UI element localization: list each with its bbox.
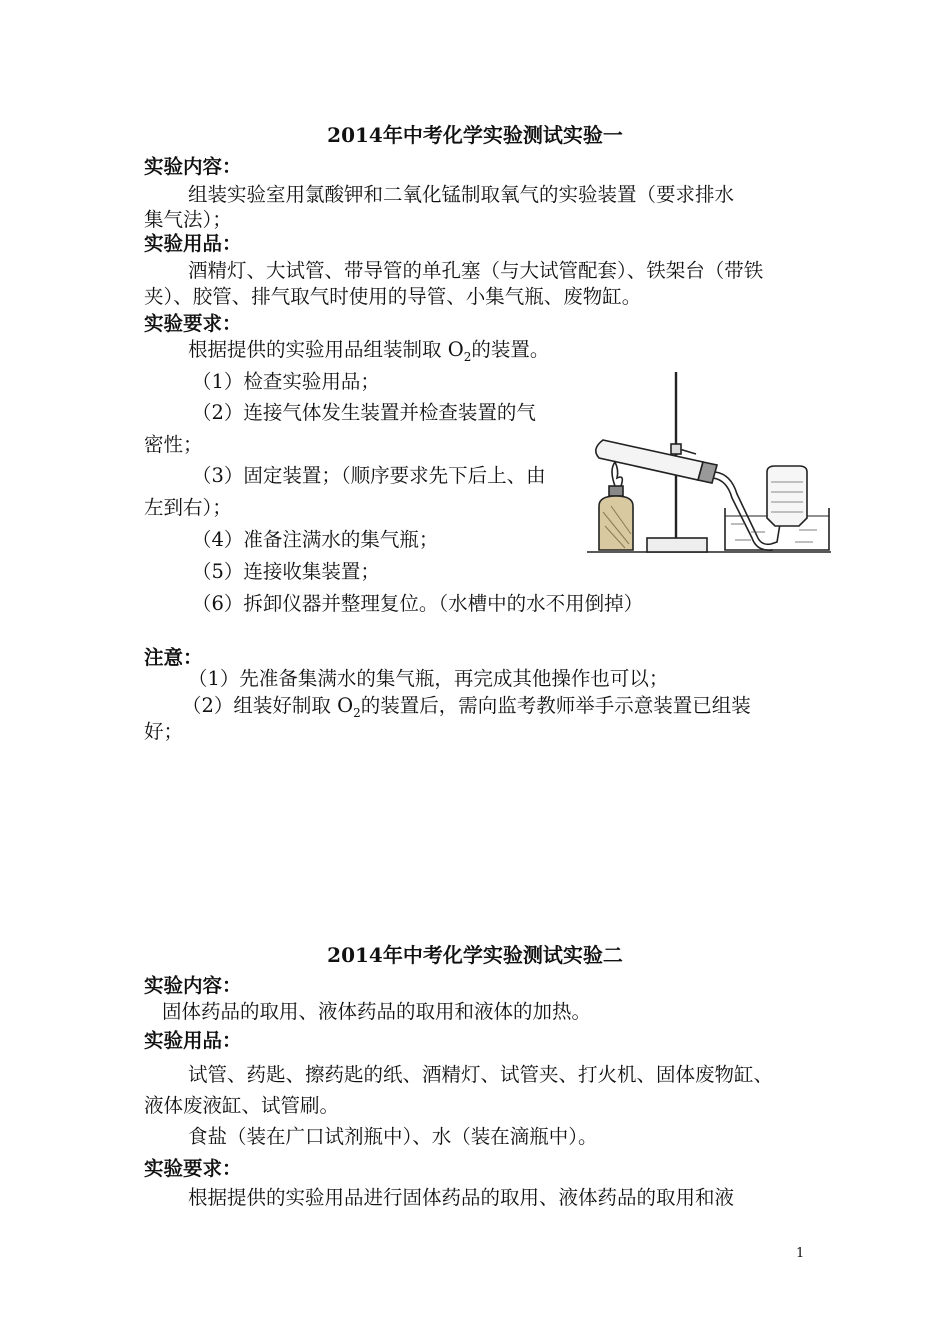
exp1-step5: （5）连接收集装置； bbox=[192, 560, 380, 583]
exp1-supplies-heading: 实验用品： bbox=[144, 232, 242, 255]
exp1-step2-line2: 密性； bbox=[144, 433, 203, 456]
exp2-content-heading: 实验内容： bbox=[144, 974, 242, 997]
req-intro-text-end: 的装置。 bbox=[471, 338, 550, 361]
exp1-note1: （1）先准备集满水的集气瓶，再完成其他操作也可以； bbox=[188, 667, 669, 690]
exp1-step3-line1: （3）固定装置；（顺序要求先下后上、由 bbox=[192, 464, 546, 487]
exp1-req-intro bbox=[188, 337, 549, 363]
note2-text-end: 的装置后，需向监考教师举手示意装置已组装 bbox=[360, 694, 751, 717]
exp2-req-line1: 根据提供的实验用品进行固体药品的取用、液体药品的取用和液 bbox=[188, 1186, 735, 1209]
page-number: 1 bbox=[796, 1246, 805, 1261]
exp1-step3-line2: 左到右）； bbox=[144, 496, 232, 519]
exp2-req-heading: 实验要求： bbox=[144, 1157, 242, 1180]
exp1-supplies-line1: 酒精灯、大试管、带导管的单孔塞（与大试管配套）、铁架台（带铁 bbox=[188, 259, 764, 282]
exp2-content-line1: 固体药品的取用、液体药品的取用和液体的加热。 bbox=[162, 1000, 592, 1023]
exp2-title: 2014年中考化学实验测试实验二 bbox=[327, 943, 623, 967]
exp2-supplies-heading: 实验用品： bbox=[144, 1029, 242, 1052]
req-intro-text: 根据提供的实验用品组装制取 O bbox=[188, 338, 464, 361]
exp2-supplies-line1: 试管、药匙、擦药匙的纸、酒精灯、试管夹、打火机、固体废物缸、 bbox=[188, 1063, 774, 1086]
exp1-supplies-line2: 夹）、胶管、排气取气时使用的导管、小集气瓶、废物缸。 bbox=[144, 285, 642, 308]
exp1-req-heading: 实验要求： bbox=[144, 312, 242, 335]
exp1-note2 bbox=[182, 693, 751, 719]
exp2-supplies-line3: 食盐（装在广口试剂瓶中）、水（装在滴瓶中）。 bbox=[188, 1125, 598, 1148]
exp1-title: 2014年中考化学实验测试实验一 bbox=[327, 123, 623, 147]
exp1-step4: （4）准备注满水的集气瓶； bbox=[192, 528, 439, 551]
exp1-step6: （6）拆卸仪器并整理复位。（水槽中的水不用倒掉） bbox=[192, 592, 644, 615]
exp1-step1: （1）检查实验用品； bbox=[192, 370, 380, 393]
exp1-content-line1: 组装实验室用氯酸钾和二氧化锰制取氧气的实验装置（要求排水 bbox=[188, 183, 735, 206]
exp1-note-heading: 注意： bbox=[144, 646, 203, 669]
oxygen-apparatus-illustration bbox=[585, 366, 833, 558]
exp1-content-heading: 实验内容： bbox=[144, 155, 242, 178]
exp1-step2-line1: （2）连接气体发生装置并检查装置的气 bbox=[192, 401, 536, 424]
exp1-note2-line2: 好； bbox=[144, 720, 184, 743]
note2-text: （2）组装好制取 O bbox=[182, 694, 354, 717]
req-intro-subscript: 2 bbox=[463, 349, 472, 364]
exp1-content-line2: 集气法）； bbox=[144, 208, 232, 231]
exp2-supplies-line2: 液体废液缸、试管刷。 bbox=[144, 1094, 340, 1117]
note2-subscript: 2 bbox=[353, 705, 361, 720]
